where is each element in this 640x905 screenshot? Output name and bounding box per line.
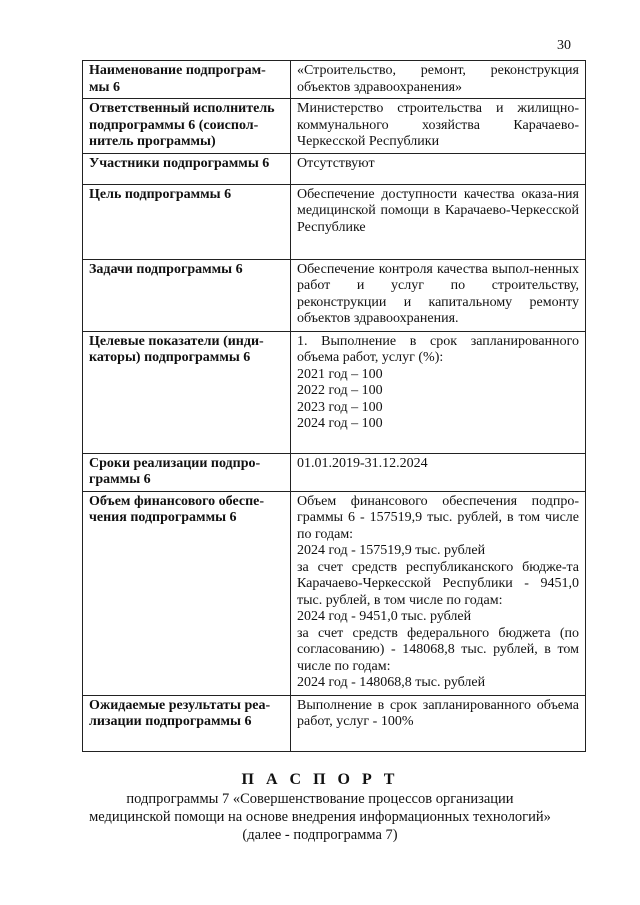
row-value xyxy=(291,453,586,491)
value-line: за счет средств республиканского бюдже-та Карачаево-Черкесской Республики - 9451,0 тыс. рублей, в том числе по годам: xyxy=(297,559,579,608)
row-label: Ожидаемые результаты реа-лизации подпрограммы 6 xyxy=(83,695,291,751)
row-value xyxy=(291,184,586,259)
table-row xyxy=(83,331,586,453)
row-value xyxy=(291,331,586,453)
passport-subtitle-line: медицинской помощи на основе внедрения информационных технологий» xyxy=(89,809,551,825)
value-line: Выполнение в срок запланированного объема работ, услуг - 100% xyxy=(297,697,579,729)
passport-subtitle-line: (далее - подпрограмма 7) xyxy=(242,827,398,843)
value-line: 1. Выполнение в срок запланированного объема работ, услуг (%): xyxy=(297,333,579,365)
table-row xyxy=(83,184,586,259)
table-row xyxy=(83,61,586,99)
passport-table xyxy=(82,60,586,752)
row-value xyxy=(291,61,586,99)
value-line: 2024 год - 148068,8 тыс. рублей xyxy=(297,675,486,690)
row-value xyxy=(291,259,586,331)
value-line: Объем финансового обеспечения подпро-граммы 6 - 157519,9 тыс. рублей, в том числе по годам: xyxy=(297,493,579,542)
value-line: Обеспечение доступности качества оказа-ния медицинской помощи в Карачаево-Черкесской Республике xyxy=(297,186,579,235)
value-line: Отсутствуют xyxy=(297,155,375,171)
page-number: 30 xyxy=(557,38,571,53)
row-label: Ответственный исполнитель подпрограммы 6 (соиспол-нитель программы) xyxy=(83,99,291,154)
row-label: Задачи подпрограммы 6 xyxy=(83,259,291,331)
table-row xyxy=(83,453,586,491)
row-value xyxy=(291,99,586,154)
value-line: 2022 год – 100 xyxy=(297,383,383,398)
value-line: «Строительство, ремонт, реконструкция объектов здравоохранения» xyxy=(297,63,579,95)
value-line: 2021 год – 100 xyxy=(297,366,383,382)
passport-title: П А С П О Р Т xyxy=(241,771,399,788)
row-label: Цель подпрограммы 6 xyxy=(83,184,291,259)
value-line: 2023 год – 100 xyxy=(297,399,383,415)
row-label: Объем финансового обеспе-чения подпрограммы 6 xyxy=(83,491,291,695)
value-line: за счет средств федерального бюджета (по согласованию) - 148068,8 тыс. рублей, в том числе по годам: xyxy=(297,625,579,674)
value-line: Обеспечение контроля качества выпол-ненных работ и услуг по строительству, реконструкции и капитальному ремонту объектов здравоохранения. xyxy=(297,261,579,326)
table-row xyxy=(83,99,586,154)
row-value xyxy=(291,153,586,184)
row-label: Целевые показатели (инди-каторы) подпрограммы 6 xyxy=(83,331,291,453)
row-label: Сроки реализации подпро-граммы 6 xyxy=(83,453,291,491)
value-line: Министерство строительства и жилищно-коммунального хозяйства Карачаево-Черкесской Республики xyxy=(297,101,579,149)
table-row xyxy=(83,259,586,331)
value-line: 2024 год – 100 xyxy=(297,416,383,431)
table-row xyxy=(83,153,586,184)
table-row xyxy=(83,491,586,695)
passport-subtitle-line: подпрограммы 7 «Совершенствование процессов организации xyxy=(126,791,514,807)
row-value xyxy=(291,491,586,695)
row-label: Участники подпрограммы 6 xyxy=(83,153,291,184)
row-label: Наименование подпрограм-мы 6 xyxy=(83,61,291,99)
passport-heading xyxy=(0,770,640,844)
value-line: 2024 год - 157519,9 тыс. рублей xyxy=(297,543,486,558)
value-line: 2024 год - 9451,0 тыс. рублей xyxy=(297,609,472,624)
row-value xyxy=(291,695,586,751)
table-row xyxy=(83,695,586,751)
value-line: 01.01.2019-31.12.2024 xyxy=(297,455,428,471)
